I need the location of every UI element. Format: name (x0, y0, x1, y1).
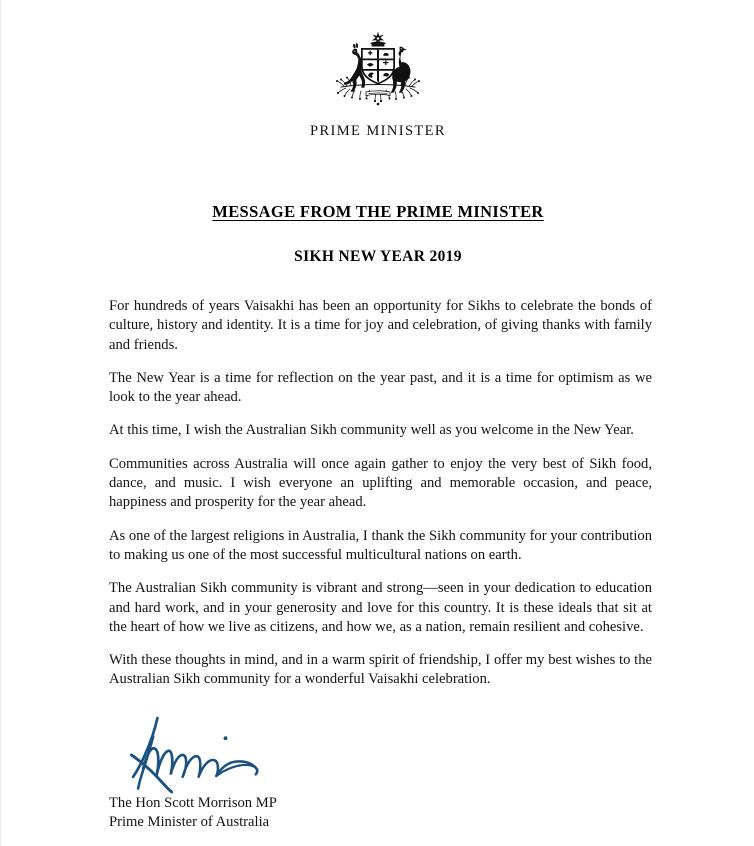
signatory-title: Prime Minister of Australia (109, 814, 270, 831)
document-main-heading: MESSAGE FROM THE PRIME MINISTER (212, 202, 544, 221)
body-paragraph: The New Year is a time for reflection on the year past, and it is a time for optimism as we look to the year ahead. (109, 369, 652, 406)
body-paragraph: With these thoughts in mind, and in a warm spirit of friendship, I offer my best wishes to the Australian Sikh community for a wonderful Vaisakhi celebration. (109, 652, 652, 688)
body-paragraph: As one of the largest religions in Australia, I thank the Sikh community for your contribution to making us one of the most successful multicultural nations on earth. (109, 527, 652, 563)
signature-block (109, 716, 652, 833)
body-paragraph: The Australian Sikh community is vibrant and strong—seen in your dedication to education and hard work, and in your generosity and love for this country. It is these ideals that sit at the heart of how we live as citizens, and how we, as a nation, remain resilient and cohesive. (109, 580, 652, 635)
body-paragraph: For hundreds of years Vaisakhi has been an opportunity for Sikhs to celebrate the bonds of culture, history and identity. It is a time for joy and celebration, of giving thanks with family and friends. (109, 298, 652, 353)
signatory-name: The Hon Scott Morrison MP (109, 795, 277, 811)
document-sub-heading: SIKH NEW YEAR 2019 (294, 248, 462, 265)
body-paragraph: Communities across Australia will once again gather to enjoy the very best of Sikh food, dance, and music. I wish everyone an uplifting and memorable occasion, and peace, happiness and prosperity for the year ahead. (109, 455, 652, 511)
australian-coat-of-arms-icon (324, 28, 432, 112)
letterhead (1, 28, 754, 140)
heading-block (1, 202, 754, 266)
handwritten-signature-icon (123, 716, 291, 794)
body-paragraph: At this time, I wish the Australian Sikh community well as you welcome in the New Year. (109, 422, 634, 439)
letter-body (109, 297, 652, 690)
letterhead-caption: PRIME MINISTER (309, 123, 446, 139)
